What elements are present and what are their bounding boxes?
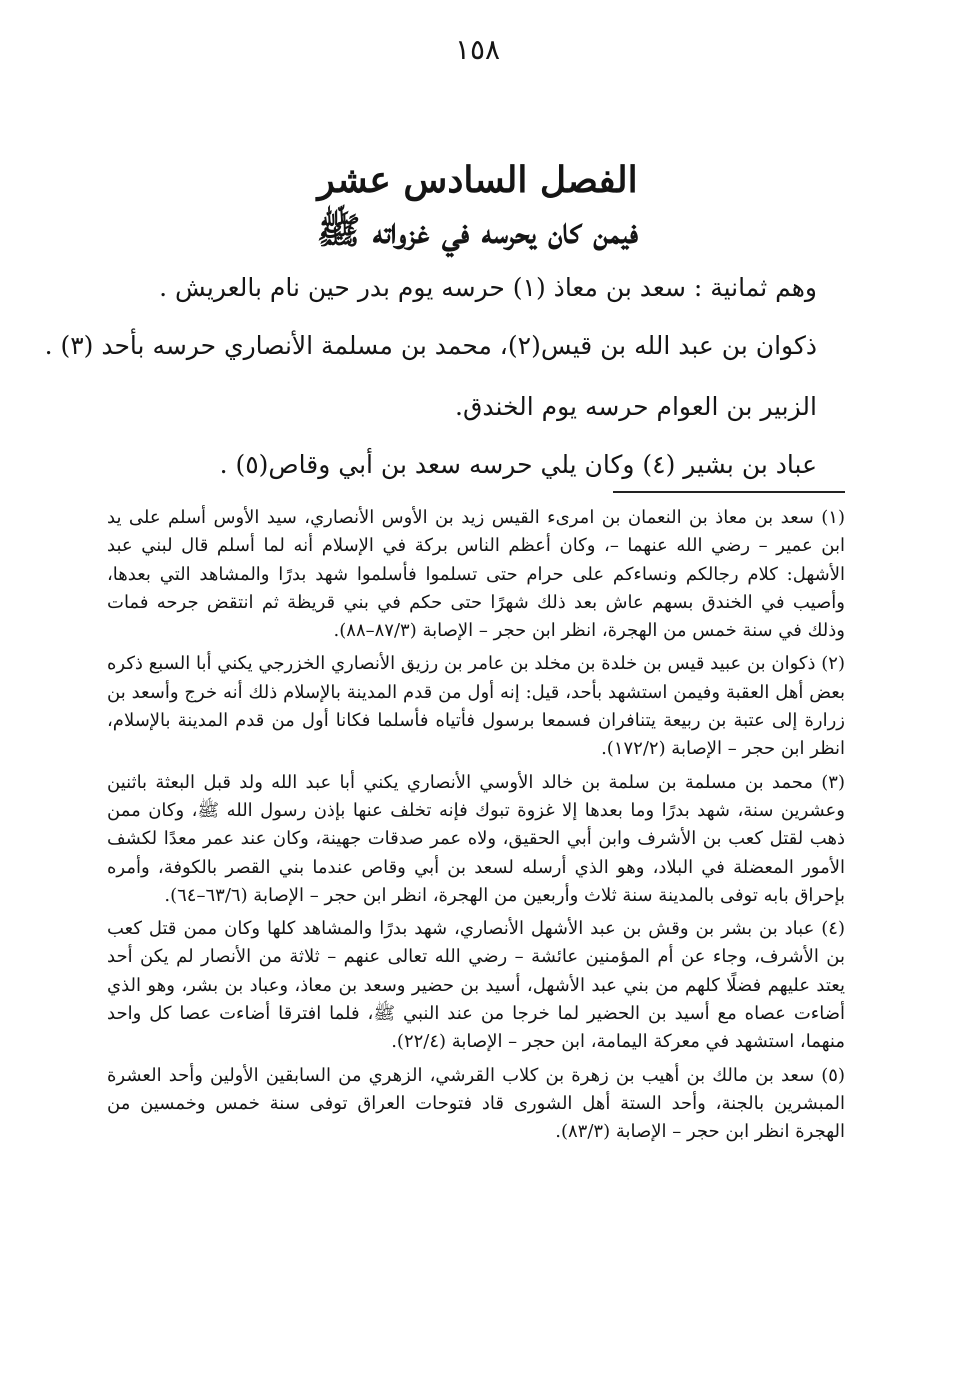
footnote-separator	[613, 491, 845, 493]
page-number: ١٥٨	[454, 33, 501, 66]
footnote-4: (٤) عباد بن بشر بن وقش بن عبد الأشهل الأنصاري، شهد بدرًا والمشاهد كلها وكان ممن قتل كعب بن الأشرف، وجاء عن أم المؤمنين عائشة – رضي الله تعالى عنهم – ثلاثة من الأنصار لم يكن أحد يعتد عليهم فضلًا كلهم من بني عبد الأشهل، أسيد بن حضير وسعد بن معاذ، وعباد بن بشر، وهو الذي أضاءت عصاه مع أسيد بن الحضير لما خرجا من عند النبي ﷺ، فلما افترقا أضاءت عصا كل واحد منهما، استشهد في معركة اليمامة، ابن حجر – الإصابة (٢٢/٤).	[107, 918, 846, 1053]
chapter-subtitle: فيمن كان يحرسه في غزواته ﷺ	[316, 210, 639, 252]
main-text-line: عباد بن بشير (٤) وكان يلي حرسه سعد بن أبي وقاص(٥) .	[219, 450, 817, 479]
footnote-1: (١) سعد بن معاذ بن النعمان بن امرىء القيس زيد بن الأوس الأنصاري، سيد الأوس أسلم على يد ابن عمير – رضي الله عنهما –، وكان أعظم الناس بركة في الإسلام أنه لما أسلم قال لبني عبد الأشهل: كلام رجالكم ونساءكم على حرام حتى تسلموا فأسلموا شهد بدرًا والمشاهد التي بعدها، وأصيب في الخندق بسهم عاش بعد ذلك شهرًا حتى حكم في بني قريظة ثم انتقض جرحه فمات وذلك في سنة خمس من الهجرة، انظر ابن حجر – الإصابة (٨٧/٣–٨٨).	[107, 507, 845, 642]
footnote-3: (٣) محمد بن مسلمة بن سلمة بن خالد الأوسي الأنصاري يكني أبا عبد الله ولد قبل البعثة باثنين وعشرين سنة، شهد بدرًا وما بعدها إلا غزوة تبوك فإنه تخلف عنها بإذن رسول الله ﷺ، وكان ممن ذهب لقتل كعب بن الأشرف وابن أبي الحقيق، ولاه عمر صدقات جهينة، وكان عند عمر معدًا لكشف الأمور المعضلة في البلاد، وهو الذي أرسله لسعد بن أبي وقاص عندما بني القصر بالكوفة، وأمره بإحراق بابه توفى بالمدينة سنة ثلاث وأربعين من الهجرة، انظر ابن حجر – الإصابة (٦٣/٦–٦٤).	[107, 771, 845, 906]
chapter-title: الفصل السادس عشر	[317, 159, 638, 201]
main-text-line: ذكوان بن عبد الله بن قيس(٢)، محمد بن مسلمة الأنصاري حرسه بأحد (٣) .	[44, 331, 817, 360]
footnote-2: (٢) ذكوان بن عبيد قيس بن خلدة بن مخلد بن عامر بن رزيق الأنصاري الخزرجي يكني أبا السبع ذكره بعض أهل العقبة وفيمن استشهد بأحد، قيل: إنه أول من قدم المدينة بالإسلام ذلك أنه خرج وأسعد بن زرارة إلى عتبة بن ربيعة يتنافران فسمعا برسول فأتياه فأسلما فكانا أول من قدم المدينة بالإسلام، انظر ابن حجر – الإصابة (١٧٢/٢).	[107, 653, 845, 760]
footnotes	[107, 504, 845, 1147]
main-text-line: وهم ثمانية : سعد بن معاذ (١) حرسه يوم بدر حين نام بالعريش .	[159, 273, 817, 302]
main-text-line: الزبير بن العوام حرسه يوم الخندق.	[455, 392, 817, 421]
footnote-5: (٥) سعد بن مالك بن أهيب بن زهرة بن كلاب القرشي، الزهري من السابقين الأولين وأحد العشرة المبشرين بالجنة، وأحد الستة أهل الشورى قاد فتوحات العراق توفى سنة خمس وخمسين من الهجرة انظر ابن حجر – الإصابة (٨٣/٣).	[107, 1064, 845, 1143]
